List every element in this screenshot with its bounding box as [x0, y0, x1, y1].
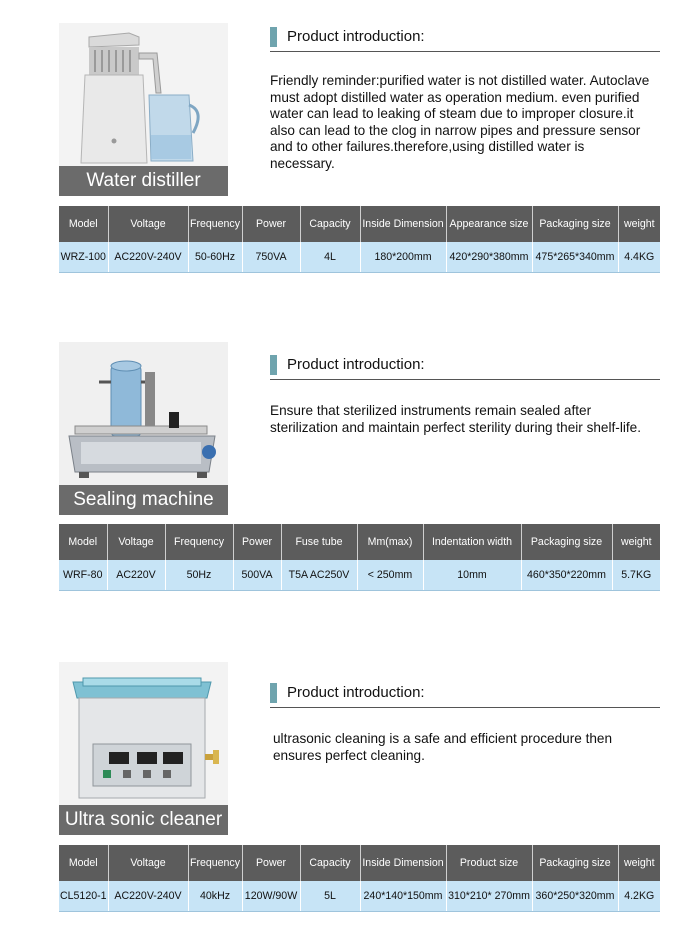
- header-cell: Power: [242, 845, 300, 881]
- header-cell: Inside Dimension: [360, 845, 446, 881]
- table-cell: 120W/90W: [242, 881, 300, 912]
- table-cell: 4.2KG: [618, 881, 660, 912]
- header-cell: Voltage: [108, 206, 188, 242]
- intro-heading: [270, 683, 660, 708]
- table-cell: 4.4KG: [618, 242, 660, 273]
- product-caption: Ultra sonic cleaner: [59, 805, 228, 835]
- header-cell: Voltage: [108, 845, 188, 881]
- header-cell: weight: [612, 524, 660, 560]
- table-cell: WRF-80: [59, 560, 107, 591]
- header-cell: Capacity: [300, 845, 360, 881]
- ultrasonic-cleaner-image: [59, 662, 228, 835]
- header-cell: Indentation width: [423, 524, 521, 560]
- header-cell: Power: [242, 206, 300, 242]
- header-cell: weight: [618, 845, 660, 881]
- header-cell: Capacity: [300, 206, 360, 242]
- accent-bar: [270, 683, 277, 703]
- header-cell: Fuse tube: [281, 524, 357, 560]
- header-cell: weight: [618, 206, 660, 242]
- header-cell: Packaging size: [532, 845, 618, 881]
- table-cell: 360*250*320mm: [532, 881, 618, 912]
- table-cell: 50-60Hz: [188, 242, 242, 273]
- header-cell: Frequency: [165, 524, 233, 560]
- header-cell: Model: [59, 524, 107, 560]
- table-header-row: [59, 845, 660, 881]
- table-cell: AC220V-240V: [108, 881, 188, 912]
- table-cell: AC220V: [107, 560, 165, 591]
- table-cell: 10mm: [423, 560, 521, 591]
- product-caption: Water distiller: [59, 166, 228, 196]
- intro-heading-text: Product introduction:: [287, 28, 425, 45]
- table-cell: 310*210* 270mm: [446, 881, 532, 912]
- table-cell: AC220V-240V: [108, 242, 188, 273]
- header-cell: Model: [59, 206, 108, 242]
- table-cell: 180*200mm: [360, 242, 446, 273]
- table-cell: 5L: [300, 881, 360, 912]
- table-cell: 475*265*340mm: [532, 242, 618, 273]
- header-cell: Mm(max): [357, 524, 423, 560]
- table-cell: 750VA: [242, 242, 300, 273]
- table-row: [59, 881, 660, 912]
- table-cell: CL5120-1: [59, 881, 108, 912]
- header-cell: Frequency: [188, 206, 242, 242]
- intro-heading-text: Product introduction:: [287, 684, 425, 701]
- intro-paragraph: ultrasonic cleaning is a safe and efficient procedure then ensures perfect cleaning.: [273, 731, 613, 763]
- table-cell: 420*290*380mm: [446, 242, 532, 273]
- table-cell: 4L: [300, 242, 360, 273]
- header-cell: Appearance size: [446, 206, 532, 242]
- table-cell: T5A AC250V: [281, 560, 357, 591]
- table-cell: 240*140*150mm: [360, 881, 446, 912]
- header-cell: Packaging size: [521, 524, 612, 560]
- header-cell: Power: [233, 524, 281, 560]
- header-cell: Model: [59, 845, 108, 881]
- header-cell: Product size: [446, 845, 532, 881]
- intro-paragraph: Friendly reminder:purified water is not distilled water. Autoclave must adopt distilled water as operation medium. even purified water can lead to leaking of steam due to improper closure.it also can lead to the clog in narrow pipes and pressure sensor and to other failures.therefore,using distilled water is necessary.: [270, 73, 650, 171]
- product-caption: Sealing machine: [59, 485, 228, 515]
- header-cell: Frequency: [188, 845, 242, 881]
- table-cell: 500VA: [233, 560, 281, 591]
- header-cell: Voltage: [107, 524, 165, 560]
- intro-paragraph: Ensure that sterilized instruments remain sealed after sterilization and maintain perfect sterility during their shelf-life.: [270, 403, 641, 435]
- table-cell: 40kHz: [188, 881, 242, 912]
- table-cell: 460*350*220mm: [521, 560, 612, 591]
- table-cell: WRZ-100: [59, 242, 108, 273]
- header-cell: Inside Dimension: [360, 206, 446, 242]
- table-cell: 5.7KG: [612, 560, 660, 591]
- table-cell: 50Hz: [165, 560, 233, 591]
- intro-heading-text: Product introduction:: [287, 356, 425, 373]
- spec-table-ultrasonic-cleaner: [59, 845, 660, 912]
- table-cell: < 250mm: [357, 560, 423, 591]
- header-cell: Packaging size: [532, 206, 618, 242]
